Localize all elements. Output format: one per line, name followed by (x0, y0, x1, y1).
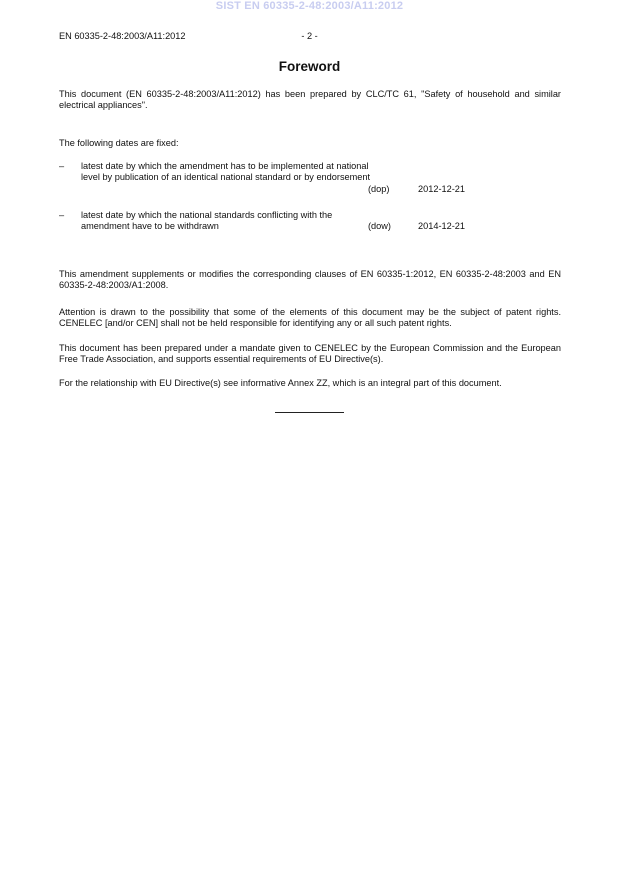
amendment-paragraph: This amendment supplements or modifies the corresponding clauses of EN 60335-1:2012, EN 60335-2-48:2003 and EN 60335-2-48:2003/A1:2008. (59, 269, 561, 290)
date-item-date: 2012-12-21 (418, 184, 465, 194)
date-item-code: (dow) (368, 221, 391, 231)
date-item-code: (dop) (368, 184, 390, 194)
header-page-number: - 2 - (301, 31, 318, 41)
dash-bullet: – (59, 210, 65, 220)
patent-paragraph: Attention is drawn to the possibility that some of the elements of this document may be the subject of patent rights. CENELEC [and/or CEN] shall not be held responsible for identifying any or all such patent rights. (59, 307, 561, 328)
intro-paragraph: This document (EN 60335-2-48:2003/A11:2012) has been prepared by CLC/TC 61, "Safety of household and similar electrical appliances". (59, 89, 561, 110)
mandate-paragraph: This document has been prepared under a mandate given to CENELEC by the European Commission and the European Free Trade Association, and supports essential requirements of EU Directive(s). (59, 343, 561, 364)
watermark: SIST EN 60335-2-48:2003/A11:2012 (215, 0, 404, 12)
date-item-date: 2014-12-21 (418, 221, 465, 231)
end-rule (275, 412, 344, 413)
dates-intro: The following dates are fixed: (59, 138, 179, 148)
dash-bullet: – (59, 161, 65, 171)
annex-paragraph: For the relationship with EU Directive(s) see informative Annex ZZ, which is an integral part of this document. (59, 378, 502, 388)
page-title: Foreword (278, 59, 341, 74)
header-doc-id: EN 60335-2-48:2003/A11:2012 (59, 31, 186, 41)
date-item-text: latest date by which the amendment has to be implemented at national level by publication of an identical national standard or by endorsement (81, 161, 371, 182)
date-item-text: latest date by which the national standards conflicting with the amendment have to be withdrawn (81, 210, 333, 231)
